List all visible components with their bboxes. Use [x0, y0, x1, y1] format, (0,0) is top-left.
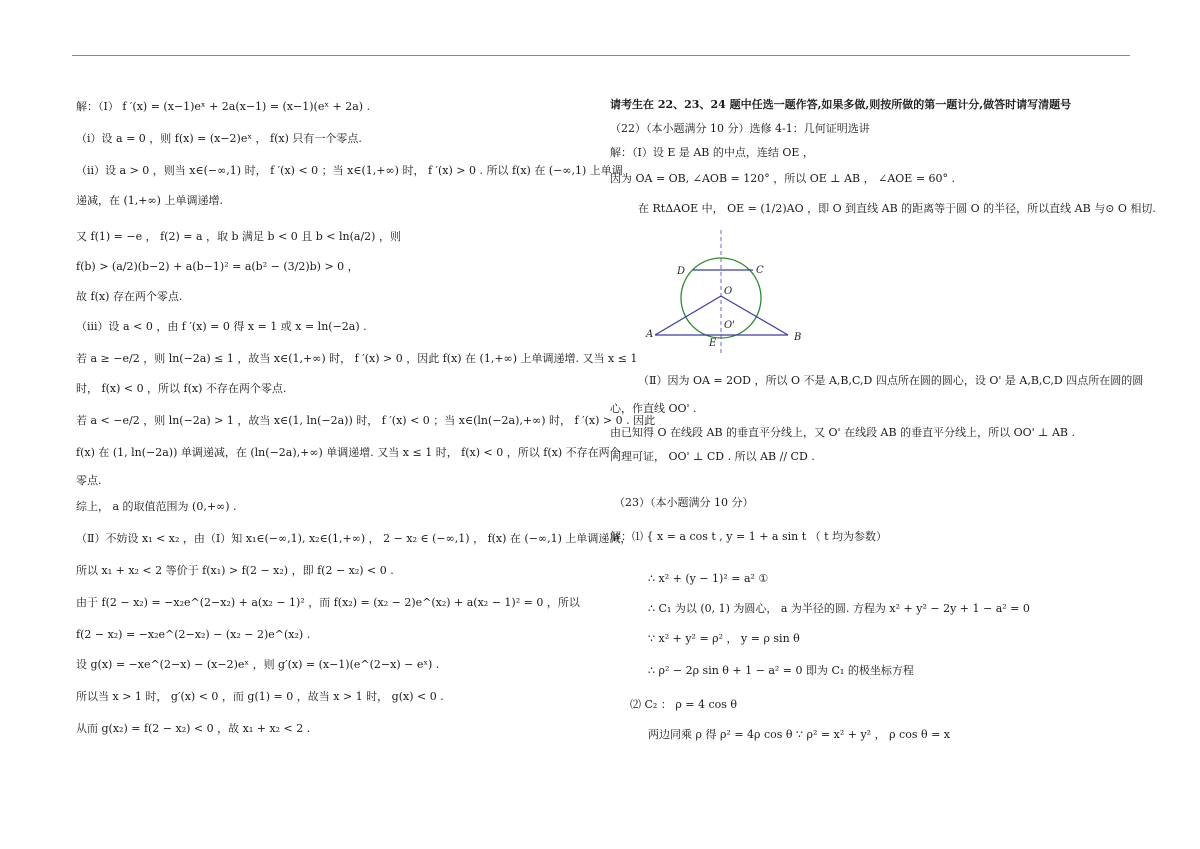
header-rule — [72, 55, 1130, 56]
text-line: 从而 g(x₂) = f(2 − x₂) < 0 ，故 x₁ + x₂ < 2 . — [76, 722, 311, 735]
text-line: 因为 OA = OB, ∠AOB = 120° ，所以 OE ⊥ AB ， ∠AOE = 60° . — [610, 172, 956, 185]
question-title: （22）（本小题满分 10 分）选修 4-1：几何证明选讲 — [610, 122, 870, 135]
text-line: f(b) > (a/2)(b−2) + a(b−1)² = a(b² − (3/2)b) > 0 ， — [76, 260, 359, 273]
text-line: 故 f(x) 存在两个零点. — [76, 290, 183, 303]
text-line: 综上， a 的取值范围为 (0,+∞) . — [76, 500, 237, 513]
text-line: 解：（Ⅰ）设 E 是 AB 的中点，连结 OE ， — [610, 146, 814, 159]
text-line: 又 f(1) = −e ， f(2) = a ，取 b 满足 b < 0 且 b < ln(a/2) ，则 — [76, 230, 401, 243]
label-b: B — [794, 332, 802, 343]
text-line: 两边同乘 ρ 得 ρ² = 4ρ cos θ ∵ ρ² = x² + y² ， ρ cos θ = x — [648, 728, 950, 741]
text-line: （i）设 a = 0 ，则 f(x) = (x−2)eˣ ， f(x) 只有一个零点. — [76, 132, 362, 145]
label-c: C — [756, 265, 764, 276]
text-line: ∵ x² + y² = ρ² ， y = ρ sin θ — [648, 632, 800, 645]
text-line: （Ⅱ）不妨设 x₁ < x₂ ，由（Ⅰ）知 x₁∈(−∞,1), x₂∈(1,+∞) ， 2 − x₂ ∈ (−∞,1) ， f(x) 在 (−∞,1) 上单调递减， — [76, 532, 632, 545]
label-o: O — [724, 286, 733, 297]
text-line: 若 a < −e/2 ，则 ln(−2a) > 1 ，故当 x∈(1, ln(−2a)) 时， f ′(x) < 0 ；当 x∈(ln(−2a),+∞) 时， f ′(x) > 0 . 因此 — [76, 414, 656, 427]
text-line: （Ⅱ）因为 OA = 2OD ，所以 O 不是 A,B,C,D 四点所在圆的圆心，设 O' 是 A,B,C,D 四点所在圆的圆 — [638, 374, 1144, 387]
text-line: 零点. — [76, 474, 102, 487]
text-line: 由于 f(2 − x₂) = −x₂e^(2−x₂) + a(x₂ − 1)² ，而 f(x₂) = (x₂ − 2)e^(x₂) + a(x₂ − 1)² = 0 ，所以 — [76, 596, 580, 609]
text-line: 同理可证， OO' ⊥ CD . 所以 AB // CD . — [610, 450, 815, 463]
text-line: 时， f(x) < 0 ，所以 f(x) 不存在两个零点. — [76, 382, 287, 395]
question-title: （23）（本小题满分 10 分） — [614, 496, 754, 509]
text-line: 由已知得 O 在线段 AB 的垂直平分线上，又 O' 在线段 AB 的垂直平分线上，所以 OO' ⊥ AB . — [610, 426, 1076, 439]
label-a: A — [646, 329, 654, 340]
text-line: 所以当 x > 1 时， g′(x) < 0 ，而 g(1) = 0 ，故当 x > 1 时， g(x) < 0 . — [76, 690, 444, 703]
segment-oa — [655, 296, 721, 335]
text-line: （ii）设 a > 0 ，则当 x∈(−∞,1) 时， f ′(x) < 0 ；当 x∈(1,+∞) 时， f ′(x) > 0 . 所以 f(x) 在 (−∞,1) 上单调 — [76, 164, 623, 177]
text-line: 若 a ≥ −e/2 ，则 ln(−2a) ≤ 1 ，故当 x∈(1,+∞) 时， f ′(x) > 0 ，因此 f(x) 在 (1,+∞) 上单调递增. 又当 x ≤ 1 — [76, 352, 638, 365]
text-line: 设 g(x) = −xe^(2−x) − (x−2)eˣ ，则 g′(x) = (x−1)(e^(2−x) − eˣ) . — [76, 658, 440, 671]
text-line: 所以 x₁ + x₂ < 2 等价于 f(x₁) > f(2 − x₂) ，即 f(2 − x₂) < 0 . — [76, 564, 394, 577]
section-header: 请考生在 22、23、24 题中任选一题作答,如果多做,则按所做的第一题计分,做答时请写清题号 — [610, 98, 1072, 111]
text-line: 递减，在 (1,+∞) 上单调递增. — [76, 194, 223, 207]
text-line: 解：⑴ { x = a cos t , y = 1 + a sin t （ t 均为参数） — [610, 530, 888, 543]
label-e: E — [709, 338, 717, 349]
label-d: D — [677, 266, 686, 277]
text-line: 解：（Ⅰ） f ′(x) = (x−1)eˣ + 2a(x−1) = (x−1)(eˣ + 2a) . — [76, 100, 371, 113]
text-line: ⑵ C₂ ： ρ = 4 cos θ — [630, 698, 738, 711]
geometry-figure — [640, 228, 815, 356]
text-line: （iii）设 a < 0 ，由 f ′(x) = 0 得 x = 1 或 x = ln(−2a) . — [76, 320, 367, 333]
text-line: ∴ C₁ 为以 (0, 1) 为圆心， a 为半径的圆. 方程为 x² + y² − 2y + 1 − a² = 0 — [648, 602, 1030, 615]
text-line: ∴ ρ² − 2ρ sin θ + 1 − a² = 0 即为 C₁ 的极坐标方程 — [648, 664, 914, 677]
text-line: 在 RtΔAOE 中， OE = (1/2)AO ，即 O 到直线 AB 的距离等于圆 O 的半径，所以直线 AB 与⊙ O 相切. — [638, 202, 1156, 215]
text-line: f(2 − x₂) = −x₂e^(2−x₂) − (x₂ − 2)e^(x₂) . — [76, 628, 311, 641]
text-line: 心，作直线 OO' . — [610, 402, 697, 415]
label-o-prime: O' — [724, 320, 735, 331]
text-line: ∴ x² + (y − 1)² = a² ① — [648, 572, 769, 585]
text-line: f(x) 在 (1, ln(−2a)) 单调递减，在 (ln(−2a),+∞) 单调递增. 又当 x ≤ 1 时， f(x) < 0 ，所以 f(x) 不存在两个 — [76, 446, 621, 459]
